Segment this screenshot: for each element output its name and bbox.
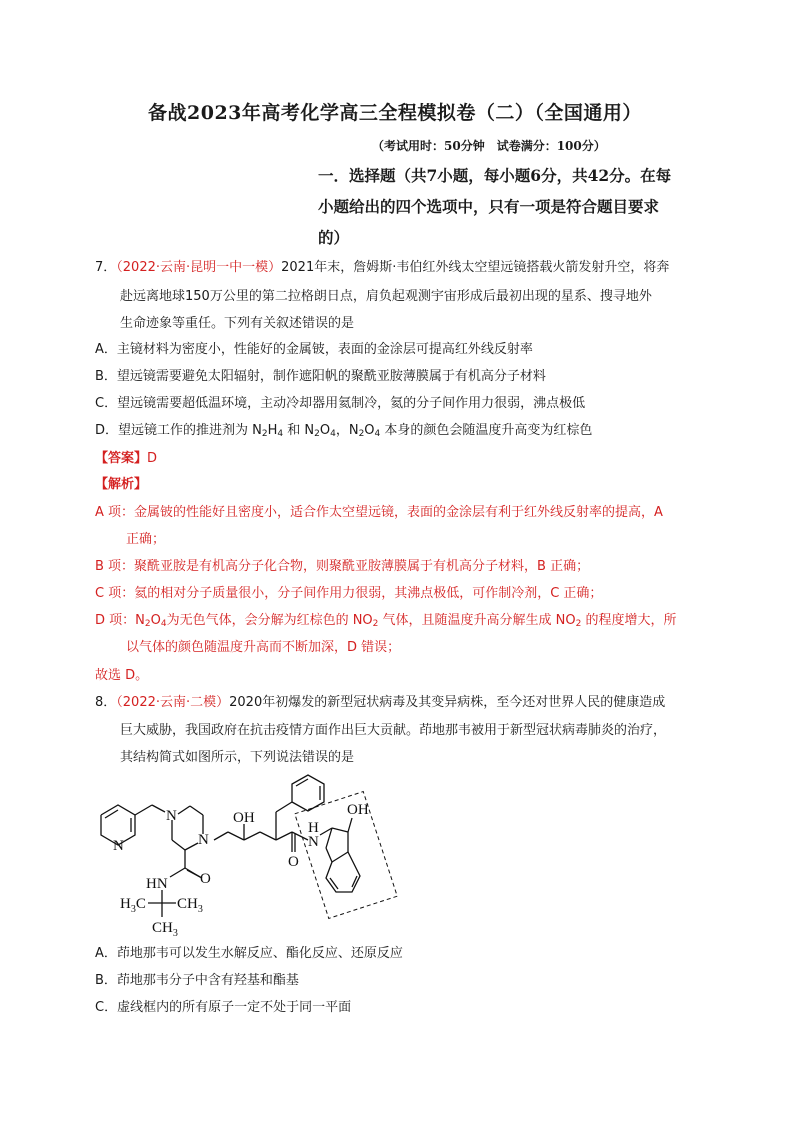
option-a: A．主镜材料为密度小，性能好的金属铍，表面的金涂层可提高红外线反射率 xyxy=(95,342,533,357)
question-number: 7． xyxy=(95,260,117,275)
question-8-stem-line2: 巨大威胁，我国政府在抗击疫情方面作出巨大贡献。茚地那韦被用于新型冠状病毒肺炎的治疗， xyxy=(120,723,667,738)
atom-o-2: O xyxy=(200,871,211,887)
section-heading-line1: 一．选择题（共7小题，每小题6分，共42分。在每 xyxy=(318,166,672,185)
section-heading-line3: 的） xyxy=(318,228,350,247)
explanation-d-line2: 以气体的颜色随温度升高而不断加深，D 错误； xyxy=(126,640,401,655)
question-8-stem-line3: 其结构简式如图所示，下列说法错误的是 xyxy=(120,750,355,765)
atom-labels xyxy=(113,802,369,939)
answer-tag: 【答案】 xyxy=(95,451,148,466)
answer-value: D xyxy=(147,451,158,466)
analysis-tag: 【解析】 xyxy=(95,477,148,492)
conclusion: 故选 D。 xyxy=(95,668,149,683)
option-c: C．望远镜需要超低温环境，主动冷却器用氦制冷，氦的分子间作用力很弱，沸点极低 xyxy=(95,396,586,411)
question-source: （2022·云南·二模） xyxy=(116,695,230,710)
explanation-b: B 项：聚酰亚胺是有机高分子化合物，则聚酰亚胺薄膜属于有机高分子材料，B 正确； xyxy=(95,559,590,574)
atom-oh-2: OH xyxy=(347,802,369,818)
question-7-stem-line2: 赴远离地球150万公里的第二拉格朗日点，肩负起观测宇宙形成后最初出现的星系、搜寻地外 xyxy=(120,289,652,304)
explanation-c: C 项：氦的相对分子质量很小，分子间作用力很弱，其沸点极低，可作制冷剂，C 正确； xyxy=(95,586,603,601)
option-b: B．望远镜需要避免太阳辐射，制作遮阳帆的聚酰亚胺薄膜属于有机高分子材料 xyxy=(95,369,546,384)
indinavir-structure xyxy=(80,770,420,940)
atom-h: H xyxy=(308,820,319,836)
q8-option-c: C．虚线框内的所有原子一定不处于同一平面 xyxy=(95,1000,352,1015)
page-title: 备战2023年高考化学高三全程模拟卷（二）（全国通用） xyxy=(148,102,642,124)
section-heading-line2: 小题给出的四个选项中，只有一项是符合题目要求 xyxy=(318,197,660,216)
atom-ch3-right: $CH_3$ xyxy=(177,896,203,915)
explanation-d-line1: D 项：$N_2O_4$为无色气体，会分解为红棕色的 $NO_2$ 气体，且随温度升高分解生成 $NO_2$ 的程度增大，所 xyxy=(95,613,677,629)
q8-option-b: B．茚地那韦分子中含有羟基和酯基 xyxy=(95,973,299,988)
q8-option-a: A．茚地那韦可以发生水解反应、酯化反应、还原反应 xyxy=(95,946,403,961)
dashed-box xyxy=(295,792,397,919)
question-source: （2022·云南·昆明一中一模） xyxy=(116,260,282,275)
atom-n-pyridine: N xyxy=(113,838,124,854)
question-7-stem-line1 xyxy=(95,258,669,278)
explanation-a-line1: A 项：金属铍的性能好且密度小，适合作太空望远镜，表面的金涂层有利于红外线反射率的提高，A xyxy=(95,505,663,520)
atom-ch3-bottom: $CH_3$ xyxy=(152,920,178,939)
exam-info: （考试用时：50分钟 试卷满分：100分） xyxy=(372,139,606,153)
question-7-stem-line3: 生命迹象等重任。下列有关叙述错误的是 xyxy=(120,316,355,331)
question-text: 2020年初爆发的新型冠状病毒及其变异病株，至今还对世界人民的健康造成 xyxy=(229,695,666,710)
explanation-a-line2: 正确； xyxy=(126,532,166,547)
question-8-stem-line1 xyxy=(95,693,665,713)
atom-o-1: O xyxy=(288,854,299,870)
atom-h3c: $H_3C$ xyxy=(120,896,146,915)
atom-n-piperazine-1: N xyxy=(166,808,177,824)
atom-n-amide: N xyxy=(308,834,319,850)
atom-n-piperazine-2: N xyxy=(198,832,209,848)
question-number: 8． xyxy=(95,695,117,710)
question-text: 2021年末，詹姆斯·韦伯红外线太空望远镜搭载火箭发射升空，将奔 xyxy=(281,260,670,275)
option-d: D．望远镜工作的推进剂为 $N_2H_4$ 和 $N_2O_4$，$N_2O_4$ 本身的颜色会随温度升高变为红棕色 xyxy=(95,423,593,439)
atom-hn: HN xyxy=(146,876,168,892)
atom-oh-1: OH xyxy=(233,810,255,826)
answer-line xyxy=(95,449,157,469)
